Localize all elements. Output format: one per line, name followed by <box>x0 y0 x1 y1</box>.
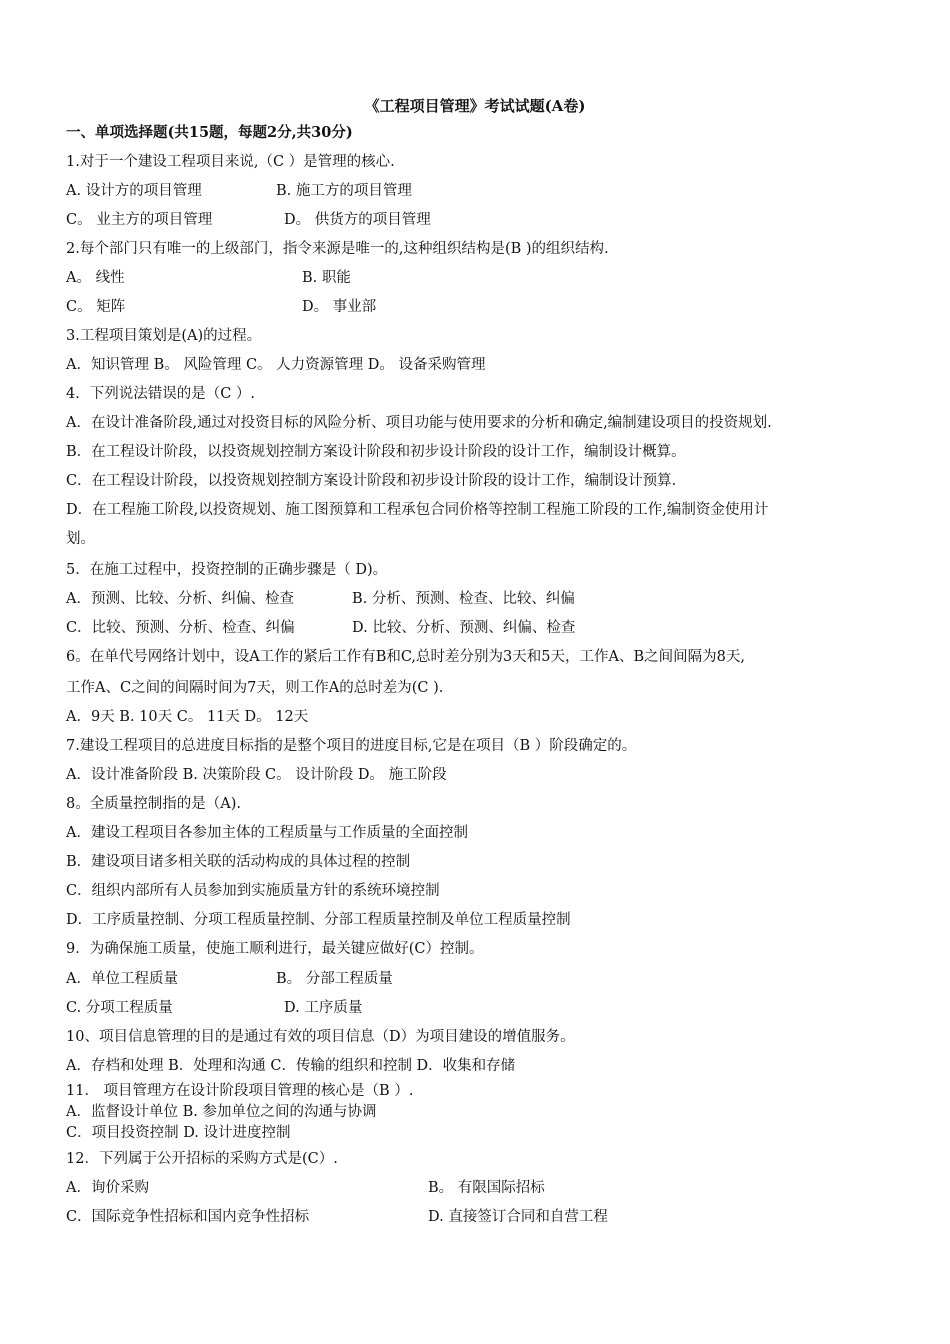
q5-option-a: A．预测、比较、分析、纠偏、检查 <box>66 591 294 607</box>
q2-options-row2 <box>66 297 377 317</box>
q9-options-row2 <box>66 998 363 1018</box>
q12-option-b: B。 有限国际招标 <box>428 1180 545 1196</box>
q9-option-c: C. 分项工程质量 <box>66 1000 173 1016</box>
question-3: 3.工程项目策划是(A)的过程。 <box>66 328 262 344</box>
q10-options: A．存档和处理 B．处理和沟通 C．传输的组织和控制 D．收集和存储 <box>66 1058 516 1074</box>
question-8: 8。全质量控制指的是（A). <box>66 796 241 812</box>
q12-option-d: D. 直接签订合同和自营工程 <box>428 1209 608 1225</box>
q5-option-c: C．比较、预测、分析、检查、纠偏 <box>66 620 295 636</box>
q12-options-row1 <box>66 1178 545 1198</box>
q1-option-a: A. 设计方的项目管理 <box>66 183 202 199</box>
q11-options-row1: A．监督设计单位 B. 参加单位之间的沟通与协调 <box>66 1104 377 1120</box>
question-1: 1.对于一个建设工程项目来说,（C ）是管理的核心. <box>66 154 395 170</box>
page-title: 《工程项目管理》考试试题(A卷) <box>364 97 586 115</box>
q4-option-b: B．在工程设计阶段，以投资规划控制方案设计阶段和初步设计阶段的设计工作，编制设计概算。 <box>66 444 686 460</box>
q6-options: A．9天 B. 10天 C。 11天 D。 12天 <box>66 709 309 725</box>
question-5: 5．在施工过程中，投资控制的正确步骤是（ D)。 <box>66 562 388 578</box>
q4-option-c: C．在工程设计阶段，以投资规划控制方案设计阶段和初步设计阶段的设计工作，编制设计预算. <box>66 473 677 489</box>
q4-option-d: D．在工程施工阶段,以投资规划、施工图预算和工程承包合同价格等控制工程施工阶段的工作,编制资金使用计 <box>66 502 769 518</box>
section-heading: 一、单项选择题(共15题，每题2分,共30分) <box>66 124 353 141</box>
question-2: 2.每个部门只有唯一的上级部门，指令来源是唯一的,这种组织结构是(B )的组织结构. <box>66 241 609 257</box>
q2-options-row1 <box>66 268 351 288</box>
q2-option-c: C。 矩阵 <box>66 299 126 315</box>
q8-option-a: A．建设工程项目各参加主体的工程质量与工作质量的全面控制 <box>66 825 468 841</box>
q4-option-a: A．在设计准备阶段,通过对投资目标的风险分析、项目功能与使用要求的分析和确定,编制建设项目的投资规划. <box>66 415 772 431</box>
q1-option-c: C。 业主方的项目管理 <box>66 212 213 228</box>
q8-option-d: D．工序质量控制、分项工程质量控制、分部工程质量控制及单位工程质量控制 <box>66 912 571 928</box>
question-10: 10、项目信息管理的目的是通过有效的项目信息（D）为项目建设的增值服务。 <box>66 1029 575 1045</box>
q2-option-b: B. 职能 <box>302 270 351 286</box>
question-6-continued: 工作A、C之间的间隔时间为7天，则工作A的总时差为(C ). <box>66 680 444 696</box>
q9-options-row1 <box>66 969 393 989</box>
q2-option-a: A。 线性 <box>66 270 125 286</box>
q1-option-b: B. 施工方的项目管理 <box>276 183 412 199</box>
q5-options-row2 <box>66 618 576 638</box>
q2-option-d: D。 事业部 <box>302 299 377 315</box>
q12-option-c: C．国际竞争性招标和国内竞争性招标 <box>66 1209 310 1225</box>
q8-option-c: C．组织内部所有人员参加到实施质量方针的系统环境控制 <box>66 883 440 899</box>
q7-options: A．设计准备阶段 B. 决策阶段 C。 设计阶段 D。 施工阶段 <box>66 767 447 783</box>
q5-option-d: D. 比较、分析、预测、纠偏、检查 <box>352 620 576 636</box>
question-12: 12．下列属于公开招标的采购方式是(C）. <box>66 1151 338 1167</box>
q11-options-row2: C．项目投资控制 D. 设计进度控制 <box>66 1125 291 1141</box>
q12-option-a: A．询价采购 <box>66 1180 149 1196</box>
q8-option-b: B．建设项目诸多相关联的活动构成的具体过程的控制 <box>66 854 411 870</box>
q9-option-a: A．单位工程质量 <box>66 971 178 987</box>
question-9: 9．为确保施工质量，使施工顺利进行，最关键应做好(C）控制。 <box>66 941 484 957</box>
q3-options: A．知识管理 B。 风险管理 C。 人力资源管理 D。 设备采购管理 <box>66 357 486 373</box>
q1-option-d: D。 供货方的项目管理 <box>284 212 431 228</box>
q4-option-d-continued: 划。 <box>66 531 95 547</box>
q1-options-row2 <box>66 210 431 230</box>
q9-option-b: B。 分部工程质量 <box>276 971 393 987</box>
q9-option-d: D. 工序质量 <box>284 1000 363 1016</box>
q12-options-row2 <box>66 1207 608 1227</box>
question-7: 7.建设工程项目的总进度目标指的是整个项目的进度目标,它是在项目（B ）阶段确定的。 <box>66 738 637 754</box>
question-4: 4．下列说法错误的是（C ）. <box>66 386 256 402</box>
question-11: 11． 项目管理方在设计阶段项目管理的核心是（B ）. <box>66 1083 414 1099</box>
q1-options-row1 <box>66 181 412 201</box>
question-6: 6。在单代号网络计划中，设A工作的紧后工作有B和C,总时差分别为3天和5天，工作A、B之间间隔为8天, <box>66 649 745 665</box>
q5-option-b: B. 分析、预测、检查、比较、纠偏 <box>352 591 575 607</box>
q5-options-row1 <box>66 589 575 609</box>
